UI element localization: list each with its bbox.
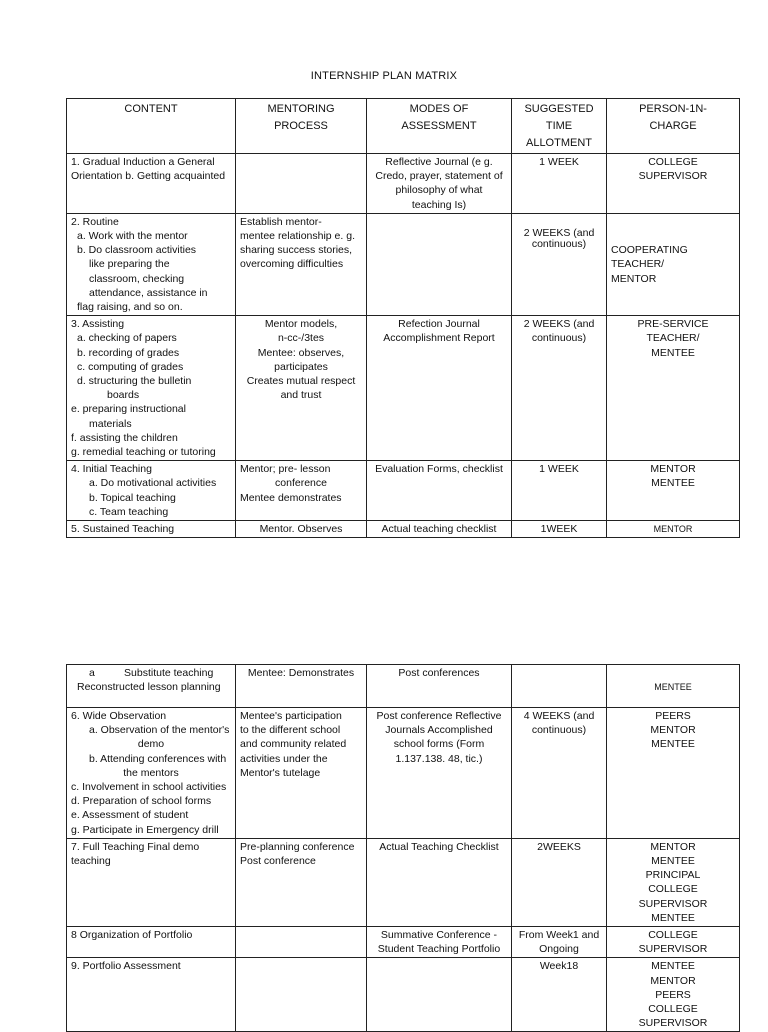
cell-line: Post conferences <box>398 667 480 679</box>
cell-line: MENTEE <box>651 346 695 359</box>
cell-line: conference <box>275 477 327 490</box>
cell-content <box>67 708 236 839</box>
cell-line: a. checking of papers <box>77 332 177 345</box>
cell-line: Mentee: Demonstrates <box>247 667 355 679</box>
cell-line: g. remedial teaching or tutoring <box>71 446 216 459</box>
cell-mentoring <box>236 665 367 708</box>
cell-content <box>67 461 236 521</box>
cell-line: 7. Full Teaching Final demo <box>71 840 200 853</box>
cell-line: philosophy of what <box>395 184 483 197</box>
header-line: PERSON-1N- <box>639 103 707 115</box>
cell-time <box>512 708 607 839</box>
table-row <box>67 927 740 958</box>
cell-line: 1. Gradual Induction a General <box>71 156 215 168</box>
cell-line: boards <box>107 389 140 402</box>
cell-line <box>611 666 735 680</box>
cell-line: b. Do classroom activities <box>77 244 197 257</box>
header-person-in-charge <box>607 99 740 154</box>
table-row <box>67 154 740 214</box>
cell-line: Actual teaching checklist <box>381 523 497 536</box>
cell-line: 5. Sustained Teaching <box>71 523 175 536</box>
cell-time <box>512 213 607 315</box>
cell-line: MENTEE <box>651 960 695 973</box>
cell-content <box>67 958 236 1032</box>
cell-line: Post conference Reflective <box>376 710 502 722</box>
cell-line: materials <box>89 417 132 430</box>
cell-line: and trust <box>280 389 322 402</box>
cell-line: to the different school <box>240 724 341 737</box>
cell-line: attendance, assistance in <box>89 286 208 299</box>
cell-line: From Week1 and <box>518 929 600 942</box>
cell-line: COLLEGE <box>648 1003 698 1016</box>
header-mentoring-process <box>236 99 367 154</box>
cell-line: Mentee demonstrates <box>240 491 342 504</box>
cell-time <box>512 316 607 461</box>
cell-line: d. structuring the bulletin <box>77 375 192 388</box>
cell-line: 2. Routine <box>71 215 119 228</box>
cell-line <box>611 215 735 229</box>
cell-mentoring <box>236 213 367 315</box>
table-row <box>67 521 740 538</box>
cell-mentoring <box>236 316 367 461</box>
cell-line: SUPERVISOR <box>638 170 708 183</box>
cell-time <box>512 838 607 926</box>
cell-modes <box>367 521 512 538</box>
cell-line: Mentor's tutelage <box>240 766 321 779</box>
cell-line: e. preparing instructional <box>71 403 186 416</box>
cell-line: Credo, prayer, statement of <box>375 170 503 183</box>
header-line: MENTORING <box>267 103 335 115</box>
cell-mentoring <box>236 461 367 521</box>
cell-person <box>607 958 740 1032</box>
header-line: ALLOTMENT <box>525 137 592 149</box>
cell-line: d. Preparation of school forms <box>71 795 212 808</box>
cell-line: 2WEEKS <box>537 840 581 853</box>
header-line: TIME <box>545 120 573 132</box>
table-row <box>67 958 740 1032</box>
cell-mentoring <box>236 708 367 839</box>
table-row <box>67 708 740 839</box>
cell-line: MENTOR <box>653 524 693 535</box>
cell-line: Reconstructed lesson planning <box>77 681 221 694</box>
cell-line: Orientation b. Getting acquainted <box>71 170 226 183</box>
cell-content <box>67 521 236 538</box>
cell-person <box>607 665 740 708</box>
cell-line: b. recording of grades <box>77 346 180 359</box>
document-title: INTERNSHIP PLAN MATRIX <box>310 70 458 82</box>
cell-line: COLLEGE <box>648 883 698 896</box>
cell-line: MENTOR <box>650 974 696 987</box>
cell-line: classroom, checking <box>89 272 185 285</box>
header-line: PROCESS <box>274 120 328 132</box>
cell-line: 6. Wide Observation <box>71 710 167 722</box>
cell-line: 1WEEK <box>540 523 578 536</box>
cell-line: teaching Is) <box>411 198 467 211</box>
cell-line: like preparing the <box>89 258 170 271</box>
header-line: MODES OF <box>409 103 469 115</box>
cell-modes <box>367 213 512 315</box>
cell-modes <box>367 154 512 214</box>
cell-content <box>67 927 236 958</box>
table-row <box>67 461 740 521</box>
cell-line: PRINCIPAL <box>645 869 701 882</box>
cell-line: MENTEE <box>654 682 692 693</box>
cell-line: MENTOR <box>650 724 696 737</box>
cell-line: Week18 <box>539 960 579 973</box>
cell-time <box>512 958 607 1032</box>
cell-content <box>67 316 236 461</box>
table-row <box>67 316 740 461</box>
cell-time <box>512 461 607 521</box>
cell-line: Journals Accomplished <box>385 724 493 737</box>
cell-line: 4. Initial Teaching <box>71 463 152 476</box>
cell-line: overcoming difficulties <box>240 258 344 271</box>
cell-person <box>607 521 740 538</box>
cell-time <box>512 521 607 538</box>
cell-line: continuous) <box>531 332 587 345</box>
cell-line: f. assisting the children <box>71 431 178 444</box>
cell-line: Refection Journal <box>398 318 480 331</box>
cell-line: sharing success stories, <box>240 244 353 257</box>
cell-line: activities under the <box>240 752 328 765</box>
cell-line: 2 WEEKS (and <box>523 318 595 331</box>
header-content <box>67 99 236 154</box>
cell-line: MENTEE <box>651 477 695 490</box>
header-time-allotment <box>512 99 607 154</box>
cell-mentoring <box>236 927 367 958</box>
header-line: CONTENT <box>124 103 178 115</box>
cell-content <box>67 665 236 708</box>
cell-line: 1 WEEK <box>539 156 579 168</box>
cell-line: Mentor models, <box>264 318 338 331</box>
cell-modes <box>367 316 512 461</box>
cell-line: b. Attending conferences with <box>89 752 227 765</box>
cell-line: a Substitute teaching <box>89 667 214 679</box>
cell-line: continuous) <box>531 724 587 737</box>
cell-line: SUPERVISOR <box>638 943 708 956</box>
cell-line: Student Teaching Portfolio <box>377 943 501 956</box>
cell-person <box>607 154 740 214</box>
cell-line: 3. Assisting <box>71 318 125 331</box>
cell-line: Post conference <box>240 855 316 868</box>
cell-line: PRE-SERVICE <box>637 318 709 331</box>
cell-line: COLLEGE <box>648 929 698 942</box>
cell-mentoring <box>236 521 367 538</box>
table-row <box>67 838 740 926</box>
cell-line: MENTOR <box>650 463 696 476</box>
cell-line: MENTEE <box>651 911 695 924</box>
cell-line: Mentee's participation <box>240 710 342 722</box>
cell-line: a. Do motivational activities <box>89 477 217 490</box>
cell-content <box>67 838 236 926</box>
cell-line: Pre-planning conference <box>240 840 355 853</box>
cell-line: PEERS <box>655 988 691 1001</box>
internship-matrix-table <box>66 98 740 538</box>
cell-line: Establish mentor- <box>240 215 322 228</box>
cell-line: 4 WEEKS (and <box>523 710 595 722</box>
cell-line <box>611 229 735 243</box>
cell-line: mentee relationship e. g. <box>240 230 355 243</box>
header-line: SUGGESTED <box>524 103 594 115</box>
header-line: ASSESSMENT <box>401 120 477 132</box>
cell-modes <box>367 461 512 521</box>
cell-line: demo <box>137 738 165 751</box>
cell-line: c. Involvement in school activities <box>71 781 227 794</box>
cell-line: a. Observation of the mentor's <box>89 724 230 737</box>
cell-line: b. Topical teaching <box>89 491 176 504</box>
cell-line: Actual Teaching Checklist <box>379 840 499 853</box>
cell-line: Creates mutual respect <box>246 375 356 388</box>
cell-line: flag raising, and so on. <box>77 301 183 314</box>
cell-line: MENTEE <box>651 855 695 868</box>
cell-line: Reflective Journal (e g. <box>385 156 493 168</box>
cell-line: TEACHER/ <box>646 332 700 345</box>
header-line: CHARGE <box>649 120 697 132</box>
cell-line: SUPERVISOR <box>638 897 708 910</box>
cell-line: a. Work with the mentor <box>77 230 188 243</box>
cell-line: continuous) <box>531 237 587 250</box>
cell-line: MENTEE <box>651 738 695 751</box>
cell-line: e. Assessment of student <box>71 809 189 822</box>
cell-line: participates <box>274 360 328 373</box>
cell-line: Mentee: observes, <box>257 346 345 359</box>
cell-line: 1 WEEK <box>539 463 579 476</box>
cell-line: Evaluation Forms, checklist <box>375 463 503 476</box>
cell-line: 2 WEEKS (and <box>523 226 595 239</box>
cell-line: teaching <box>71 855 111 868</box>
cell-time <box>512 665 607 708</box>
cell-line: COLLEGE <box>648 156 698 168</box>
cell-person <box>607 838 740 926</box>
cell-line: c. Team teaching <box>89 505 169 518</box>
cell-line: 8 Organization of Portfolio <box>71 929 193 942</box>
cell-content <box>67 213 236 315</box>
cell-modes <box>367 665 512 708</box>
cell-line: PEERS <box>655 710 691 722</box>
cell-line: Ongoing <box>539 943 579 956</box>
internship-matrix-table-continued <box>66 664 740 1032</box>
cell-person <box>607 708 740 839</box>
cell-line: c. computing of grades <box>77 360 184 373</box>
cell-line: SUPERVISOR <box>638 1017 708 1030</box>
cell-line: 9. Portfolio Assessment <box>71 960 181 973</box>
cell-person <box>607 213 740 315</box>
cell-modes <box>367 958 512 1032</box>
cell-modes <box>367 708 512 839</box>
cell-modes <box>367 927 512 958</box>
cell-mentoring <box>236 838 367 926</box>
cell-content <box>67 154 236 214</box>
header-modes-of-assessment <box>367 99 512 154</box>
cell-modes <box>367 838 512 926</box>
cell-person <box>607 461 740 521</box>
cell-line: Summative Conference - <box>380 929 498 942</box>
cell-line: school forms (Form <box>393 738 485 751</box>
cell-line: g. Participate in Emergency drill <box>71 823 219 836</box>
cell-time <box>512 927 607 958</box>
cell-mentoring <box>236 154 367 214</box>
cell-line: Accomplishment Report <box>383 332 495 345</box>
table-row <box>67 213 740 315</box>
table-row <box>67 665 740 708</box>
cell-time <box>512 154 607 214</box>
cell-line: Mentor; pre- lesson <box>240 463 331 476</box>
cell-line: MENTOR <box>611 272 657 285</box>
cell-person <box>607 927 740 958</box>
cell-person <box>607 316 740 461</box>
cell-mentoring <box>236 958 367 1032</box>
cell-line: COOPERATING <box>611 244 688 257</box>
cell-line: Mentor. Observes <box>259 523 343 536</box>
cell-line: TEACHER/ <box>611 258 665 271</box>
cell-line: and community related <box>240 738 347 751</box>
cell-line: n-cc-/3tes <box>277 332 325 345</box>
cell-line: the mentors <box>123 766 179 779</box>
cell-line: MENTOR <box>650 840 696 853</box>
cell-line: 1.137.138. 48, tic.) <box>395 752 483 765</box>
